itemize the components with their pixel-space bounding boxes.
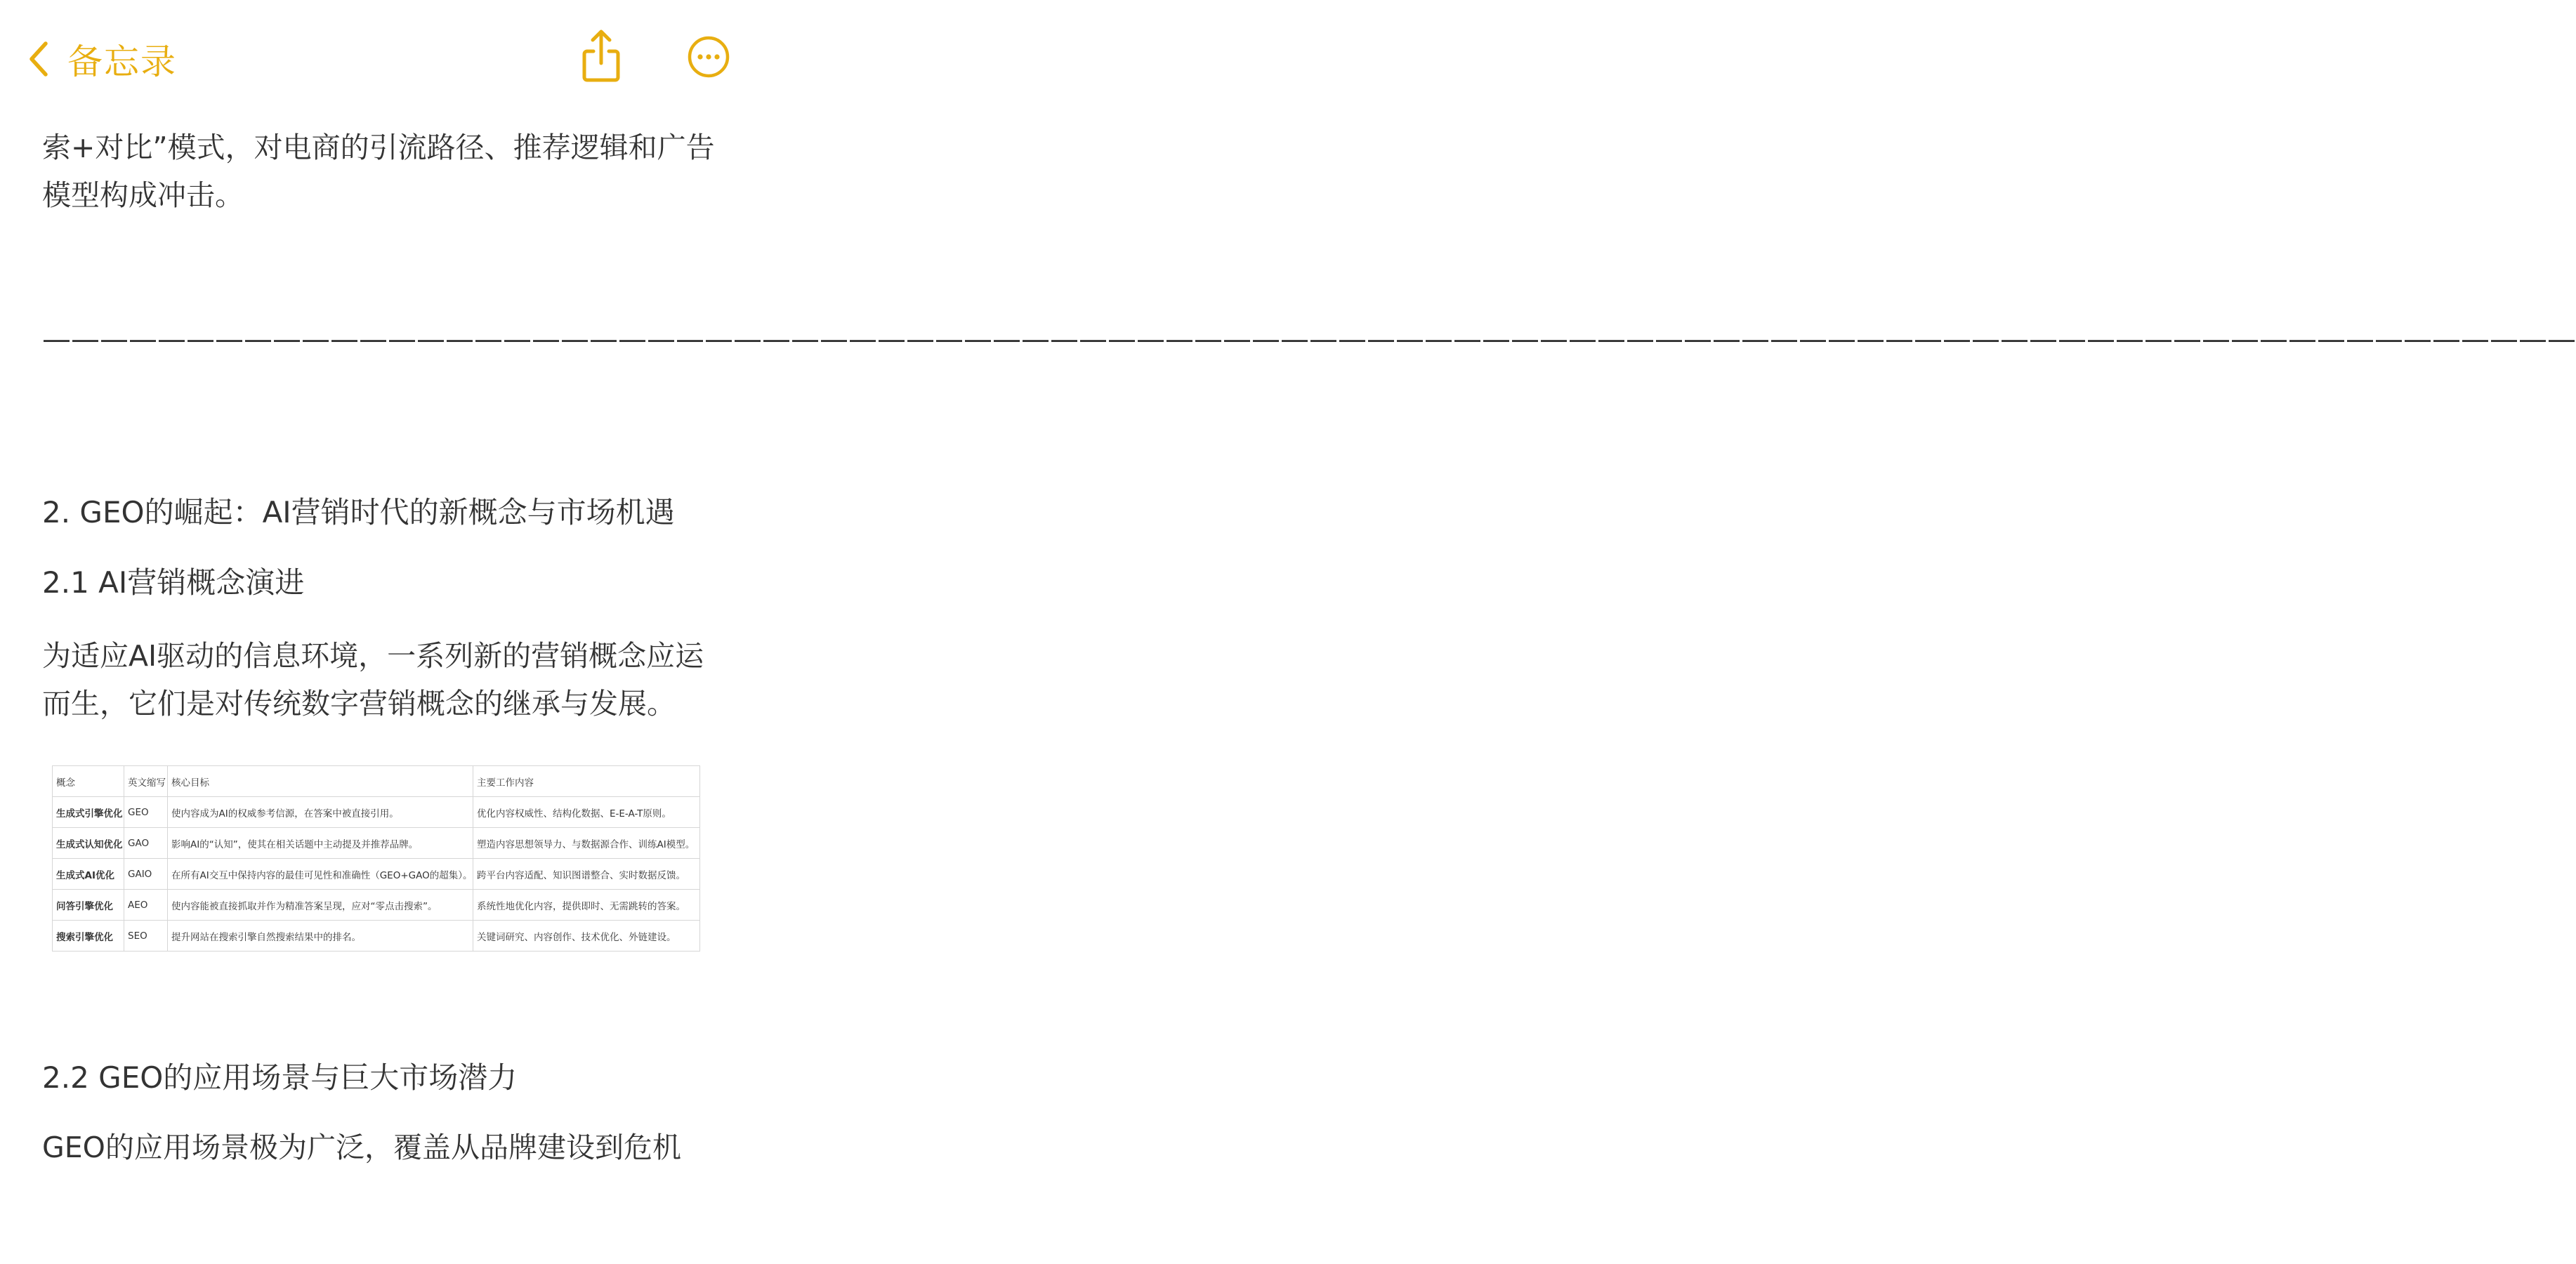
table-cell-concept: 搜索引擎优化 (53, 921, 124, 952)
paragraph-concepts: 为适应AI驱动的信息环境，一系列新的营销概念应运而生，它们是对传统数字营销概念的继承与发展。 (42, 639, 704, 720)
table-row (53, 797, 700, 828)
table-header-cell: 英文缩写 (124, 766, 168, 797)
table-header-cell: 概念 (53, 766, 124, 797)
chevron-left-icon (28, 41, 49, 77)
table-cell-work: 塑造内容思想领导力、与数据源合作、训练AI模型。 (473, 828, 700, 859)
table-row (53, 890, 700, 921)
concept-table-image[interactable] (52, 765, 699, 952)
paragraph-geo-scenarios: GEO的应用场景极为广泛，覆盖从品牌建设到危机 (42, 1131, 681, 1164)
back-button[interactable] (28, 32, 177, 86)
table-cell-abbr: GEO (124, 797, 168, 828)
table-header-cell: 主要工作内容 (473, 766, 700, 797)
nav-bar (0, 0, 758, 112)
table-cell-abbr: GAO (124, 828, 168, 859)
table-row (53, 859, 700, 890)
table-cell-goal: 在所有AI交互中保持内容的最佳可见性和准确性（GEO+GAO的超集）。 (168, 859, 473, 890)
table-cell-work: 关键词研究、内容创作、技术优化、外链建设。 (473, 921, 700, 952)
section-heading-2-1: 2.1 AI营销概念演进 (42, 565, 305, 600)
table-cell-concept: 生成式AI优化 (53, 859, 124, 890)
table-cell-abbr: GAIO (124, 859, 168, 890)
table-header-cell: 核心目标 (168, 766, 473, 797)
table-cell-goal: 提升网站在搜索引擎自然搜索结果中的排名。 (168, 921, 473, 952)
more-button[interactable] (687, 35, 730, 79)
section-heading-2-2: 2.2 GEO的应用场景与巨大市场潜力 (42, 1060, 518, 1095)
table-cell-abbr: SEO (124, 921, 168, 952)
table-row (53, 921, 700, 952)
table-cell-work: 跨平台内容适配、知识图谱整合、实时数据反馈。 (473, 859, 700, 890)
table-cell-abbr: AEO (124, 890, 168, 921)
table-cell-goal: 使内容成为AI的权威参考信源，在答案中被直接引用。 (168, 797, 473, 828)
section-heading-2: 2. GEO的崛起：AI营销时代的新概念与市场机遇 (42, 495, 675, 529)
divider-line: ———————————————————————————————————————————————————————————————————————————————————————— (42, 322, 2576, 356)
table-cell-concept: 生成式认知优化 (53, 828, 124, 859)
back-label: 备忘录 (67, 41, 177, 82)
share-button[interactable] (580, 28, 622, 84)
paragraph-intro-tail: 索+对比”模式，对电商的引流路径、推荐逻辑和广告模型构成冲击。 (42, 131, 715, 212)
concept-table (52, 765, 700, 952)
table-cell-work: 优化内容权威性、结构化数据、E-E-A-T原则。 (473, 797, 700, 828)
table-cell-concept: 生成式引擎优化 (53, 797, 124, 828)
table-row (53, 828, 700, 859)
share-icon (580, 28, 622, 84)
more-icon (687, 35, 730, 79)
table-cell-goal: 影响AI的“认知”，使其在相关话题中主动提及并推荐品牌。 (168, 828, 473, 859)
table-header-row (53, 766, 700, 797)
table-cell-concept: 问答引擎优化 (53, 890, 124, 921)
table-cell-work: 系统性地优化内容，提供即时、无需跳转的答案。 (473, 890, 700, 921)
table-cell-goal: 使内容能被直接抓取并作为精准答案呈现，应对“零点击搜索”。 (168, 890, 473, 921)
